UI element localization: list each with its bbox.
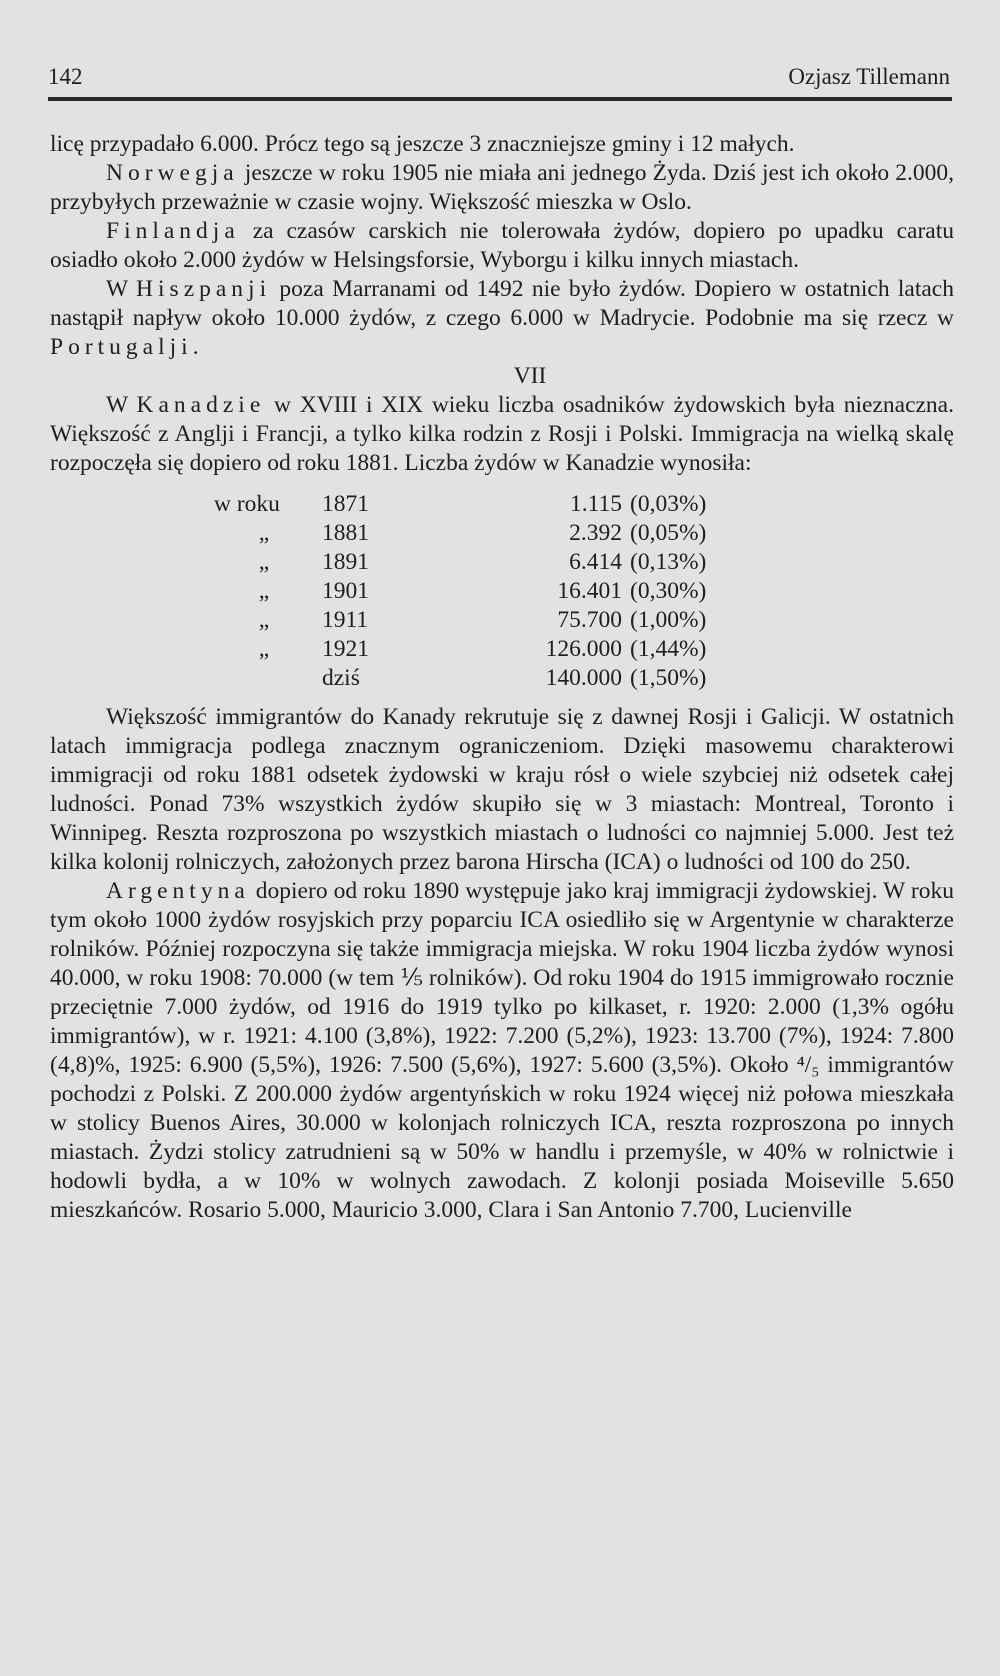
running-header — [48, 64, 950, 96]
paragraph-text: w XVIII i XIX wieku liczba osadników żydowskich była nieznaczna. Większość z Anglji i Francji, a tylko kilka rodzin z Rosji i Polski. Immigracja na wielką skalę rozpoczęła się dopiero od roku 1881. Liczba żydów w Kanadzie wynosiła: — [50, 392, 954, 476]
paragraph-immigrants: Większość immigrantów do Kanady rekrutuje się z dawnej Rosji i Galicji. W ostatnich latach immigracja podlega znacznym ograniczeniom. Dzięki masowemu charakterowi immigracji od roku 1881 odsetek żydowski w kraju rósł o wiele szybciej niż odsetek całej ludności. Ponad 73% wszystkich żydów skupiło się w 3 miastach: Montreal, Toronto i Winnipeg. Reszta rozproszona po wszystkich miastach o ludności co najmniej 5.000. Jest też kilka kolonij rolniczych, założonych przez barona Hirscha (ICA) o ludności od 100 do 250. — [50, 704, 954, 875]
row-label: „ — [258, 607, 270, 633]
table-row — [214, 664, 750, 693]
table-row — [214, 490, 750, 519]
row-percent: (1,00%) — [630, 607, 707, 633]
spaced-country-name: Portugalji — [50, 334, 193, 360]
spaced-country-name: Hiszpanji — [136, 276, 272, 302]
row-label: „ — [258, 549, 270, 575]
paragraph-text: W — [106, 392, 137, 418]
row-year: 1891 — [322, 549, 369, 575]
row-value: 6.414 — [569, 549, 622, 575]
table-row — [214, 519, 750, 548]
row-label: „ — [258, 636, 270, 662]
row-percent: (1,50%) — [630, 665, 707, 691]
spaced-country-name: Finlandja — [106, 218, 240, 244]
row-value: 2.392 — [569, 520, 622, 546]
paragraph-text: za czasów carskich nie tolerowała żydów, dopiero po upadku caratu osiadło około 2.000 żydów w Helsingsforsie, Wyborgu i kilku innych miastach. — [50, 218, 954, 273]
page-body — [50, 130, 954, 1225]
row-percent: (1,44%) — [630, 636, 707, 662]
row-value: 140.000 — [545, 665, 622, 691]
row-year: 1921 — [322, 636, 369, 662]
table-row — [214, 577, 750, 606]
row-label — [214, 664, 322, 693]
paragraph-canada — [50, 391, 954, 478]
row-value: 1.115 — [569, 491, 622, 517]
row-label: „ — [258, 520, 270, 546]
paragraph-text: poza Marranami od 1492 nie było żydów. Dopiero w ostatnich latach nastąpił napływ około 10.000 żydów, z czego 6.000 w Madrycie. Podobnie ma się rzecz w — [50, 276, 954, 331]
row-value: 16.401 — [557, 578, 622, 604]
paragraph-text: jeszcze w roku 1905 nie miała ani jednego Żyda. Dziś jest ich około 2.000, przybyłych przeważnie w czasie wojny. Większość mieszka w Oslo. — [50, 160, 954, 215]
paragraph-finland — [50, 217, 954, 275]
spaced-country-name: Norwegja — [106, 160, 239, 186]
spaced-country-name: Kanadzie — [136, 392, 266, 418]
population-table — [214, 490, 750, 693]
row-value: 126.000 — [545, 636, 622, 662]
row-percent: (0,05%) — [630, 520, 707, 546]
spaced-country-name: Argentyna — [106, 878, 250, 904]
paragraph-argentina — [50, 877, 954, 1225]
paragraph-spain — [50, 275, 954, 362]
row-year: 1881 — [322, 520, 369, 546]
row-label: „ — [258, 578, 270, 604]
row-percent: (0,30%) — [630, 578, 707, 604]
page-number: 142 — [48, 64, 83, 89]
paragraph-text: licę przypadało 6.000. Prócz tego są jeszcze 3 znaczniejsze gminy i 12 małych. — [50, 131, 795, 157]
paragraph-text: W — [106, 276, 137, 302]
paragraph-continuation — [50, 130, 954, 159]
section-heading: VII — [513, 363, 547, 389]
row-value: 75.700 — [557, 607, 622, 633]
paragraph-text: . — [192, 334, 199, 360]
header-rule — [48, 97, 952, 101]
row-year: 1911 — [322, 607, 369, 633]
table-row — [214, 606, 750, 635]
paragraph-text: dopiero od roku 1890 występuje jako kraj immigracji żydowskiej. W roku tym około 1000 żydów rosyjskich przy poparciu ICA osiedliło się w Argentynie w charakterze rolników. Później rozpoczyna się także immigracja miejska. W roku 1904 liczba żydów wynosi 40.000, w roku 1908: 70.000 (w tem ⅕ rolników). Od roku 1904 do 1915 immigrowało rocznie przeciętnie 7.000 żydów, od 1916 do 1919 tylko po kilkaset, r. 1920: 2.000 (1,3% ogółu immigrantów), w r. 1921: 4.100 (3,8%), 1922: 7.200 (5,2%), 1923: 13.700 (7%), 1924: 7.800 (4,8)%, 1925: 6.900 (5,5%), 1926: 7.500 (5,6%), 1927: 5.600 (3,5%). Około ⁴/₅ immigrantów pochodzi z Polski. Z 200.000 żydów argentyńskich w roku 1924 więcej niż połowa mieszkała w stolicy Buenos Aires, 30.000 w kolonjach rolniczych ICA, reszta rozproszona po innych miastach. Żydzi stolicy zatrudnieni są w 50% w handlu i przemyśle, w 40% w rolnictwie i hodowli bydła, a w 10% w wolnych zawodach. Z kolonji posiada Moiseville 5.650 mieszkańców. Rosario 5.000, Mauricio 3.000, Clara i San Antonio 7.700, Lucienville — [50, 878, 954, 1223]
row-label: w roku — [214, 491, 280, 517]
row-percent: (0,03%) — [630, 491, 707, 517]
row-year: 1871 — [322, 491, 369, 517]
table-row — [214, 635, 750, 664]
paragraph-norway — [50, 159, 954, 217]
row-percent: (0,13%) — [630, 549, 707, 575]
row-year: dziś — [322, 665, 360, 691]
row-year: 1901 — [322, 578, 369, 604]
running-title-author: Ozjasz Tillemann — [788, 64, 950, 89]
table-row — [214, 548, 750, 577]
